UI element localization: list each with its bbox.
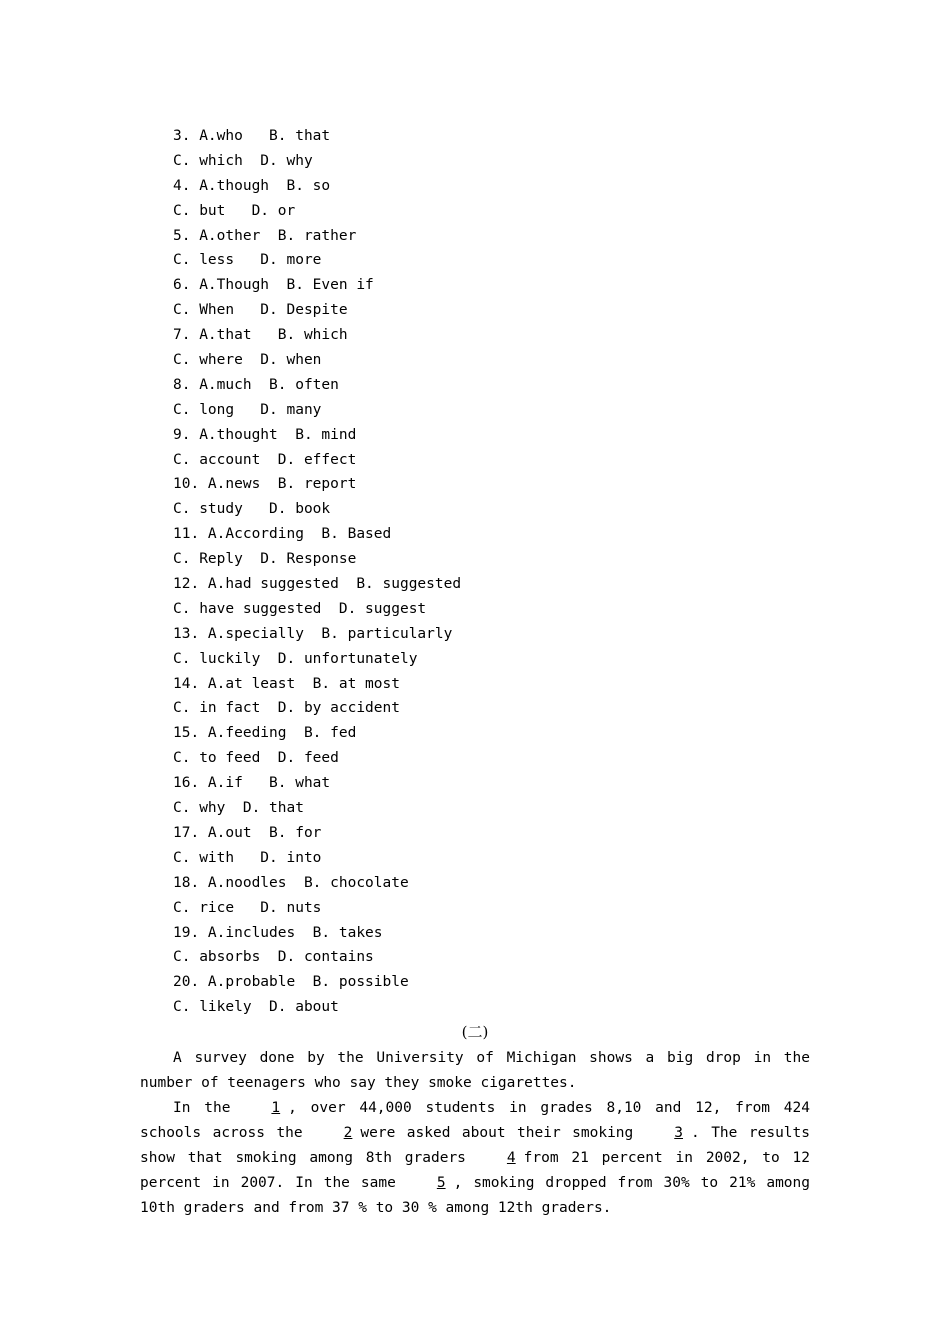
blank-2: 2 <box>343 1125 353 1141</box>
passage-paragraph-1: A survey done by the University of Michigan shows a big drop in the number of teenagers who say they smoke cigarettes. <box>140 1050 810 1091</box>
option-line: C. luckily D. unfortunately <box>173 650 418 667</box>
option-line: 12. A.had suggested B. suggested <box>173 576 462 593</box>
option-line: C. less D. more <box>173 252 322 269</box>
option-line: 17. A.out B. for <box>173 824 322 841</box>
option-line: 3. A.who B. that <box>173 128 331 144</box>
option-line: 15. A.feeding B. fed <box>173 725 357 742</box>
option-line: C. in fact D. by accident <box>173 700 400 717</box>
blank-3: 3 <box>674 1125 683 1141</box>
option-line: C. Reply D. Response <box>173 551 357 568</box>
option-line: C. where D. when <box>173 352 322 369</box>
blank-1: 1 <box>271 1100 281 1116</box>
passage-text: , smoking dropped from 30% to 21% among 10th graders and from 37 % to 30 % among 12th graders. <box>140 1175 810 1216</box>
passage-paragraph-2 <box>140 1096 810 1221</box>
option-line: 5. A.other B. rather <box>173 227 357 244</box>
option-line: C. with D. into <box>173 849 322 866</box>
passage-text: were asked about their smoking <box>360 1125 634 1141</box>
option-line: C. account D. effect <box>173 451 357 468</box>
blank-4: 4 <box>506 1150 516 1166</box>
option-line: 18. A.noodles B. chocolate <box>173 874 409 891</box>
option-line: 20. A.probable B. possible <box>173 974 409 991</box>
option-line: C. long D. many <box>173 401 322 418</box>
answer-options-list <box>173 124 813 1020</box>
option-line: 9. A.thought B. mind <box>173 426 357 443</box>
passage-text: In the <box>173 1100 231 1116</box>
option-line: C. have suggested D. suggest <box>173 600 427 617</box>
passage-text: . The results show that smoking among 8th graders <box>140 1125 810 1166</box>
option-line: C. rice D. nuts <box>173 899 322 916</box>
option-line: 13. A.specially B. particularly <box>173 625 453 642</box>
option-line: 4. A.though B. so <box>173 177 331 194</box>
option-line: C. why D. that <box>173 800 304 817</box>
option-line: C. When D. Despite <box>173 302 348 319</box>
option-line: 7. A.that B. which <box>173 327 348 344</box>
blank-5: 5 <box>436 1175 446 1191</box>
option-line: C. but D. or <box>173 202 296 219</box>
option-line: 10. A.news B. report <box>173 476 357 493</box>
passage-text: , over 44,000 students in grades 8,10 and 12, from 424 schools across the <box>140 1100 810 1141</box>
option-line: 14. A.at least B. at most <box>173 675 400 692</box>
option-line: 8. A.much B. often <box>173 376 339 393</box>
option-line: 19. A.includes B. takes <box>173 924 383 941</box>
option-line: 11. A.According B. Based <box>173 526 392 543</box>
option-line: 16. A.if B. what <box>173 775 331 792</box>
option-line: C. likely D. about <box>173 999 339 1016</box>
option-line: C. to feed D. feed <box>173 750 339 767</box>
option-line: C. which D. why <box>173 152 313 169</box>
option-line: C. study D. book <box>173 501 331 518</box>
reading-passage <box>140 1046 810 1221</box>
option-line: C. absorbs D. contains <box>173 949 374 966</box>
section-title: (二) <box>461 1023 489 1041</box>
option-line: 6. A.Though B. Even if <box>173 277 374 294</box>
passage-text: from 21 percent in 2002, to 12 percent in 2007. In the same <box>140 1150 810 1191</box>
